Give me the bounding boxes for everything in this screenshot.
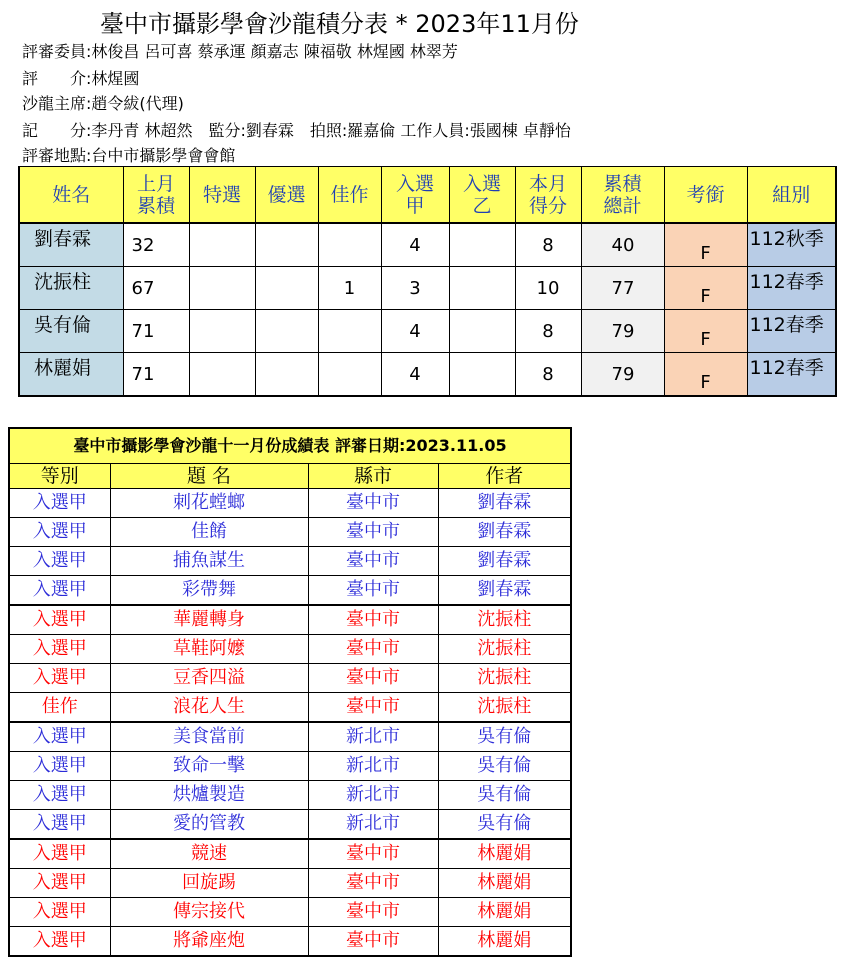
result-cell-work: 愛的管教 xyxy=(110,810,308,840)
result-cell-grade: 入選甲 xyxy=(9,869,110,898)
score-cell-name: 沈振柱 xyxy=(19,267,123,310)
score-header-cell: 入選 甲 xyxy=(381,167,449,224)
result-cell-city: 臺中市 xyxy=(308,664,438,693)
info-venue: 評審地點:台中市攝影學會會館 xyxy=(22,146,236,165)
result-cell-grade: 入選甲 xyxy=(9,518,110,547)
score-header-cell: 佳作 xyxy=(318,167,381,224)
result-row xyxy=(9,693,571,723)
score-cell-a: 3 xyxy=(381,267,449,310)
result-cell-city: 臺中市 xyxy=(308,547,438,576)
score-row xyxy=(19,267,836,310)
result-cell-work: 競速 xyxy=(110,839,308,869)
result-cell-work: 烘爐製造 xyxy=(110,781,308,810)
score-cell-total: 40 xyxy=(581,223,664,267)
result-row xyxy=(9,664,571,693)
score-cell-group: 112秋季 xyxy=(747,223,836,267)
info-commentator: 評 介:林煋國 xyxy=(22,69,140,88)
result-cell-author: 吳有倫 xyxy=(438,752,571,781)
score-cell-total: 77 xyxy=(581,267,664,310)
result-cell-city: 臺中市 xyxy=(308,898,438,927)
results-header-row xyxy=(9,464,571,489)
result-cell-work: 草鞋阿嬤 xyxy=(110,635,308,664)
score-header-cell: 入選 乙 xyxy=(449,167,515,224)
result-cell-author: 吳有倫 xyxy=(438,781,571,810)
score-cell-a: 4 xyxy=(381,353,449,397)
result-cell-work: 捕魚謀生 xyxy=(110,547,308,576)
score-header-cell: 考銜 xyxy=(664,167,747,224)
result-row xyxy=(9,722,571,752)
result-cell-city: 新北市 xyxy=(308,722,438,752)
score-cell-title: F xyxy=(664,353,747,397)
result-cell-author: 吳有倫 xyxy=(438,722,571,752)
result-cell-grade: 入選甲 xyxy=(9,752,110,781)
result-cell-author: 林麗娟 xyxy=(438,839,571,869)
score-cell-title: F xyxy=(664,267,747,310)
result-cell-author: 劉春霖 xyxy=(438,518,571,547)
score-cell-special xyxy=(189,353,255,397)
score-cell-b xyxy=(449,267,515,310)
result-row xyxy=(9,869,571,898)
score-cell-merit xyxy=(318,353,381,397)
score-row xyxy=(19,353,836,397)
score-cell-prev: 71 xyxy=(123,353,189,397)
result-row xyxy=(9,898,571,927)
result-cell-grade: 入選甲 xyxy=(9,547,110,576)
result-cell-city: 新北市 xyxy=(308,810,438,840)
score-cell-group: 112春季 xyxy=(747,310,836,353)
result-cell-grade: 入選甲 xyxy=(9,927,110,957)
result-cell-grade: 佳作 xyxy=(9,693,110,723)
result-cell-grade: 入選甲 xyxy=(9,898,110,927)
score-cell-total: 79 xyxy=(581,353,664,397)
score-cell-special xyxy=(189,223,255,267)
result-cell-grade: 入選甲 xyxy=(9,576,110,606)
score-cell-a: 4 xyxy=(381,310,449,353)
score-cell-b xyxy=(449,223,515,267)
result-row xyxy=(9,635,571,664)
result-cell-city: 新北市 xyxy=(308,781,438,810)
result-cell-grade: 入選甲 xyxy=(9,781,110,810)
result-cell-work: 刺花螳螂 xyxy=(110,489,308,518)
result-cell-city: 臺中市 xyxy=(308,635,438,664)
results-caption: 臺中市攝影學會沙龍十一月份成績表 評審日期:2023.11.05 xyxy=(9,428,571,464)
result-cell-author: 沈振柱 xyxy=(438,693,571,723)
result-cell-grade: 入選甲 xyxy=(9,489,110,518)
result-cell-work: 華麗轉身 xyxy=(110,605,308,635)
score-cell-group: 112春季 xyxy=(747,267,836,310)
result-cell-grade: 入選甲 xyxy=(9,664,110,693)
result-cell-grade: 入選甲 xyxy=(9,810,110,840)
score-table xyxy=(18,166,837,397)
score-cell-b xyxy=(449,310,515,353)
score-cell-prev: 67 xyxy=(123,267,189,310)
score-row xyxy=(19,223,836,267)
score-cell-b xyxy=(449,353,515,397)
score-cell-name: 吳有倫 xyxy=(19,310,123,353)
result-row xyxy=(9,781,571,810)
score-cell-excellent xyxy=(255,223,318,267)
info-staff: 記 分:李丹青 林超然 監分:劉春霖 拍照:羅嘉倫 工作人員:張國棟 卓靜怡 xyxy=(22,121,571,140)
result-cell-city: 臺中市 xyxy=(308,839,438,869)
score-cell-title: F xyxy=(664,310,747,353)
result-cell-work: 致命一擊 xyxy=(110,752,308,781)
result-cell-author: 沈振柱 xyxy=(438,635,571,664)
info-judges: 評審委員:林俊昌 呂可喜 蔡承運 顏嘉志 陳福敬 林煋國 林翠芳 xyxy=(22,42,458,61)
score-cell-merit xyxy=(318,310,381,353)
score-cell-special xyxy=(189,267,255,310)
result-row xyxy=(9,839,571,869)
score-header-cell: 特選 xyxy=(189,167,255,224)
result-row xyxy=(9,518,571,547)
score-cell-special xyxy=(189,310,255,353)
score-cell-prev: 32 xyxy=(123,223,189,267)
score-cell-group: 112春季 xyxy=(747,353,836,397)
info-chair: 沙龍主席:趙令紱(代理) xyxy=(22,94,184,113)
score-cell-prev: 71 xyxy=(123,310,189,353)
score-header-cell: 本月 得分 xyxy=(515,167,581,224)
result-cell-city: 臺中市 xyxy=(308,693,438,723)
score-cell-month: 10 xyxy=(515,267,581,310)
score-header-cell: 姓名 xyxy=(19,167,123,224)
score-cell-month: 8 xyxy=(515,353,581,397)
result-cell-work: 佳餚 xyxy=(110,518,308,547)
score-cell-merit xyxy=(318,223,381,267)
score-header-cell: 上月 累積 xyxy=(123,167,189,224)
result-cell-city: 新北市 xyxy=(308,752,438,781)
result-cell-work: 美食當前 xyxy=(110,722,308,752)
result-cell-grade: 入選甲 xyxy=(9,839,110,869)
result-row xyxy=(9,927,571,957)
score-cell-excellent xyxy=(255,267,318,310)
result-cell-grade: 入選甲 xyxy=(9,635,110,664)
header-work: 題 名 xyxy=(110,464,308,489)
score-header-cell: 優選 xyxy=(255,167,318,224)
result-cell-city: 臺中市 xyxy=(308,489,438,518)
score-cell-name: 劉春霖 xyxy=(19,223,123,267)
page-title: 臺中市攝影學會沙龍積分表 * 2023年11月份 xyxy=(100,10,579,38)
result-cell-grade: 入選甲 xyxy=(9,605,110,635)
score-cell-merit: 1 xyxy=(318,267,381,310)
result-cell-author: 沈振柱 xyxy=(438,664,571,693)
result-cell-author: 吳有倫 xyxy=(438,810,571,840)
result-cell-author: 林麗娟 xyxy=(438,927,571,957)
result-cell-work: 傳宗接代 xyxy=(110,898,308,927)
score-cell-excellent xyxy=(255,310,318,353)
result-cell-work: 豆香四溢 xyxy=(110,664,308,693)
result-row xyxy=(9,810,571,840)
result-cell-author: 劉春霖 xyxy=(438,547,571,576)
results-caption-row xyxy=(9,428,571,464)
result-cell-city: 臺中市 xyxy=(308,869,438,898)
result-cell-work: 彩帶舞 xyxy=(110,576,308,606)
score-cell-excellent xyxy=(255,353,318,397)
result-cell-author: 劉春霖 xyxy=(438,489,571,518)
score-row xyxy=(19,310,836,353)
result-row xyxy=(9,547,571,576)
score-cell-month: 8 xyxy=(515,310,581,353)
header-city: 縣市 xyxy=(308,464,438,489)
score-header-cell: 組別 xyxy=(747,167,836,224)
result-cell-author: 劉春霖 xyxy=(438,576,571,606)
result-row xyxy=(9,605,571,635)
score-cell-month: 8 xyxy=(515,223,581,267)
results-table xyxy=(8,427,572,957)
result-row xyxy=(9,752,571,781)
result-cell-city: 臺中市 xyxy=(308,518,438,547)
score-header-cell: 累積 總計 xyxy=(581,167,664,224)
result-cell-author: 林麗娟 xyxy=(438,898,571,927)
score-cell-a: 4 xyxy=(381,223,449,267)
result-cell-city: 臺中市 xyxy=(308,927,438,957)
result-cell-city: 臺中市 xyxy=(308,605,438,635)
result-cell-work: 回旋踢 xyxy=(110,869,308,898)
result-cell-author: 沈振柱 xyxy=(438,605,571,635)
header-author: 作者 xyxy=(438,464,571,489)
score-cell-title: F xyxy=(664,223,747,267)
score-cell-name: 林麗娟 xyxy=(19,353,123,397)
result-cell-work: 浪花人生 xyxy=(110,693,308,723)
score-cell-total: 79 xyxy=(581,310,664,353)
result-row xyxy=(9,576,571,606)
result-cell-work: 將爺座炮 xyxy=(110,927,308,957)
result-cell-grade: 入選甲 xyxy=(9,722,110,752)
score-header-row xyxy=(19,167,836,224)
result-cell-city: 臺中市 xyxy=(308,576,438,606)
result-row xyxy=(9,489,571,518)
result-cell-author: 林麗娟 xyxy=(438,869,571,898)
header-grade: 等別 xyxy=(9,464,110,489)
